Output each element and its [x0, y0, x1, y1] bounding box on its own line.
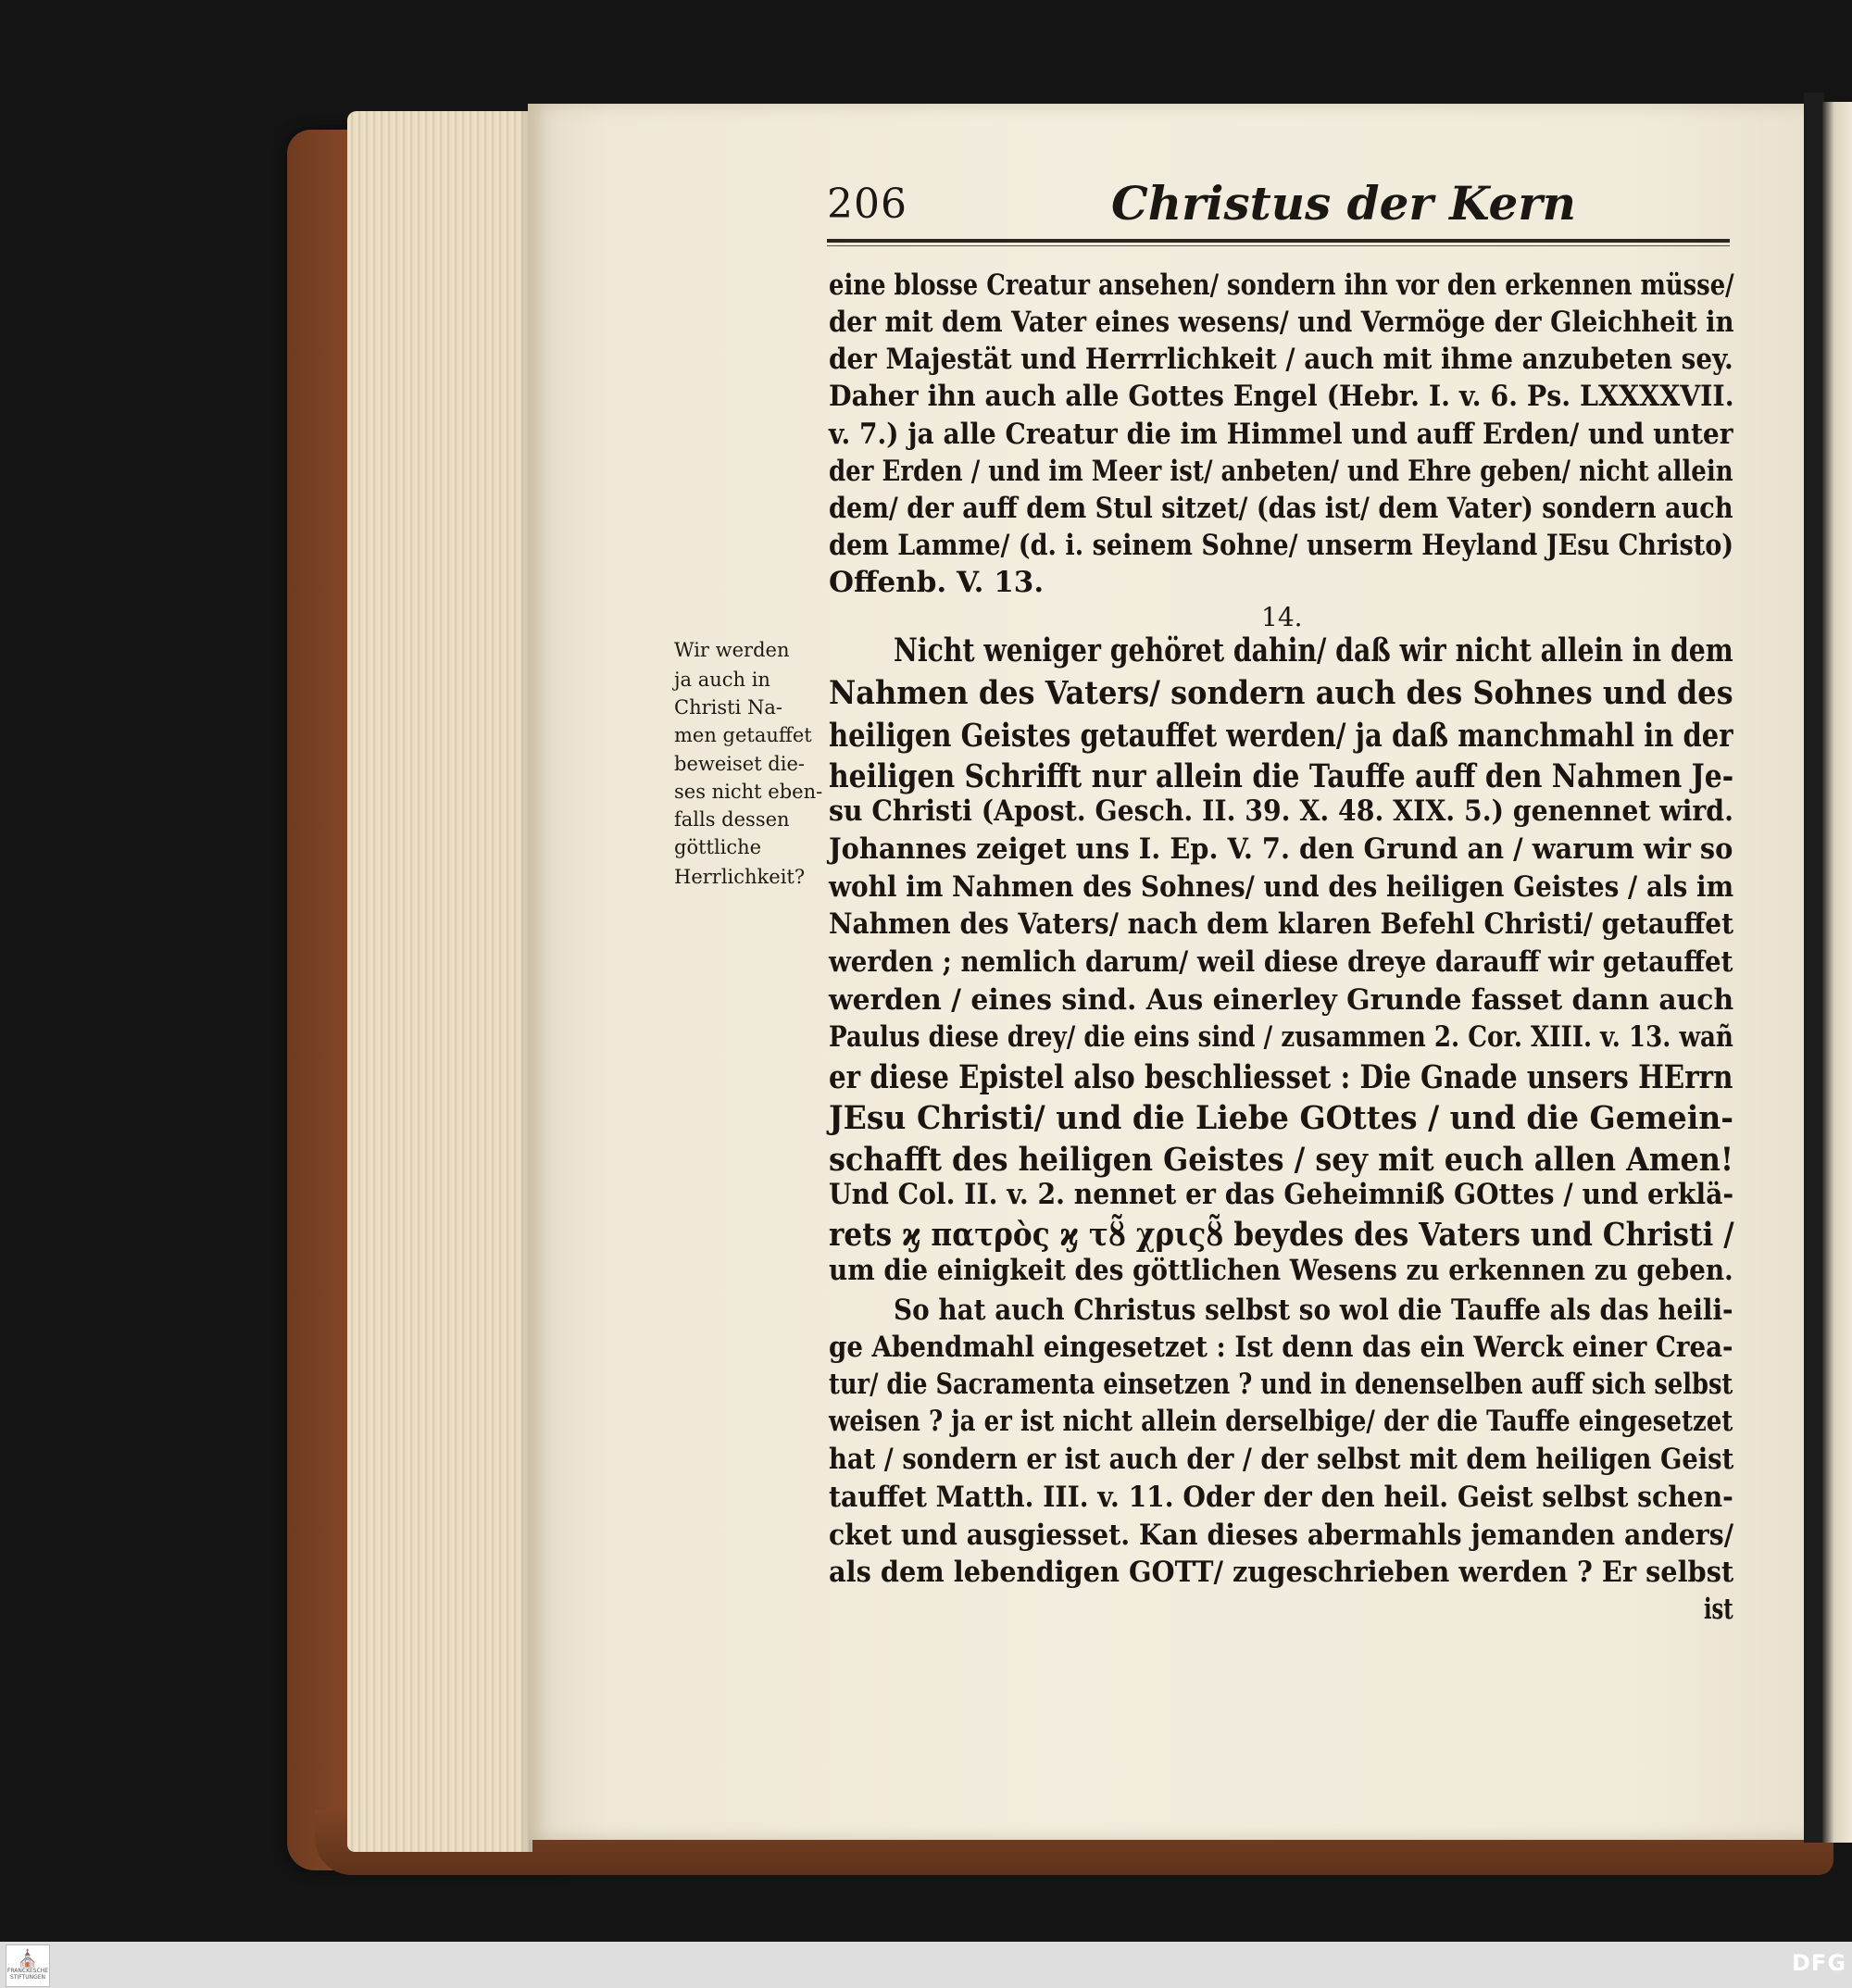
text-line: als dem lebendigen GOTT/ zugeschrieben werden ? Er selbst: [829, 1556, 1734, 1589]
text-line: werden / eines sind. Aus einerley Grunde fasset dann auch: [829, 983, 1734, 1017]
marginal-note-line: Wir werden: [674, 639, 790, 661]
text-line: Offenb. V. 13.: [829, 566, 1045, 599]
text-line: So hat auch Christus selbst so wol die Tauffe als das heili-: [894, 1294, 1733, 1327]
marginal-note-line: göttliche: [674, 836, 762, 858]
text-line: rets ϗ πατρὸς ϗ τȣ̃ χριςȣ̃ beydes des Vaters und Christi /: [829, 1216, 1734, 1254]
marginal-note-line: Christi Na-: [674, 696, 782, 719]
text-line: hat / sondern er ist auch der / der selbst mit dem heiligen Geist: [829, 1443, 1734, 1476]
text-line: weisen ? ja er ist nicht allein derselbige/ der die Tauffe eingesetzet: [829, 1405, 1733, 1438]
text-line: dem/ der auff dem Stul sitzet/ (das ist/ dem Vater) sondern auch: [829, 492, 1733, 525]
text-line: Nahmen des Vaters/ sondern auch des Sohnes und des: [829, 674, 1733, 712]
text-line: Paulus diese drey/ die eins sind / zusammen 2. Cor. XIII. v. 13. wañ: [829, 1020, 1733, 1054]
text-line: Daher ihn auch alle Gottes Engel (Hebr. I. v. 6. Ps. LXXXXVII.: [829, 380, 1734, 413]
crest-icon: ⛪: [17, 1949, 39, 1969]
text-line: um die einigkeit des göttlichen Wesens zu erkennen zu geben.: [829, 1254, 1733, 1287]
text-line: v. 7.) ja alle Creatur die im Himmel und auff Erden/ und unter: [829, 418, 1733, 451]
text-line: heiligen Schrifft nur allein die Tauffe auff den Nahmen Je-: [829, 757, 1734, 795]
text-line: der mit dem Vater eines wesens/ und Vermöge der Gleichheit in: [829, 306, 1734, 339]
facing-page-edge: [1822, 102, 1852, 1843]
text-line: Johannes zeiget uns I. Ep. V. 7. den Grund an / warum wir so: [829, 832, 1733, 866]
logo-text: FRANCKESCHE STIFTUNGEN: [6, 1968, 49, 1981]
text-line: JEsu Christi/ und die Liebe GOttes / und die Gemein-: [829, 1099, 1734, 1137]
text-line: su Christi (Apost. Gesch. II. 39. X. 48. XIX. 5.) genennet wird.: [829, 794, 1733, 828]
page-edges: [347, 111, 532, 1852]
text-line: Nahmen des Vaters/ nach dem klaren Befehl Christi/ getauffet: [829, 907, 1734, 941]
text-line: ge Abendmahl eingesetzet : Ist denn das ein Werck einer Crea-: [829, 1331, 1733, 1364]
running-title: Christus der Kern: [1111, 176, 1577, 231]
marginal-note-line: ses nicht eben-: [674, 781, 823, 803]
marginal-note-line: falls dessen: [674, 808, 790, 831]
text-line: tur/ die Sacramenta einsetzen ? und in denenselben auff sich selbst: [829, 1368, 1733, 1401]
footer-bar: [0, 1942, 1852, 1988]
text-line: ist: [1704, 1593, 1733, 1626]
institution-logo[interactable]: [6, 1944, 50, 1987]
section-number: 14.: [1261, 602, 1303, 632]
marginal-note-line: beweiset die-: [674, 753, 805, 775]
text-line: Nicht weniger gehöret dahin/ daß wir nicht allein in dem: [894, 631, 1733, 669]
text-line: er diese Epistel also beschliesset : Die Gnade unsers HErrn: [829, 1058, 1733, 1096]
gutter-shadow: [1804, 93, 1824, 1843]
text-line: eine blosse Creatur ansehen/ sondern ihn vor den erkennen müsse/: [829, 269, 1734, 302]
text-line: schafft des heiligen Geistes / sey mit euch allen Amen!: [829, 1141, 1733, 1179]
text-line: dem Lamme/ (d. i. seinem Sohne/ unserm Heyland JEsu Christo): [829, 529, 1734, 562]
text-line: cket und ausgiesset. Kan dieses abermahls jemanden anders/: [829, 1519, 1734, 1552]
text-line: werden ; nemlich darum/ weil diese dreye darauff wir getauffet: [829, 945, 1733, 979]
text-line: der Majestät und Herrrlichkeit / auch mit ihme anzubeten sey.: [829, 343, 1733, 376]
text-line: tauffet Matth. III. v. 11. Oder der den heil. Geist selbst schen-: [829, 1481, 1733, 1514]
marginal-note-line: Herrlichkeit?: [674, 866, 806, 888]
header-rule: [827, 239, 1730, 243]
text-line: heiligen Geistes getauffet werden/ ja daß manchmahl in der: [829, 717, 1733, 755]
marginal-note-line: ja auch in: [674, 669, 770, 691]
text-line: Und Col. II. v. 2. nennet er das Geheimniß GOttes / und erklä-: [829, 1178, 1734, 1211]
page-number: 206: [827, 181, 907, 228]
text-line: wohl im Nahmen des Sohnes/ und des heiligen Geistes / als im: [829, 870, 1734, 904]
text-line: der Erden / und im Meer ist/ anbeten/ und Ehre geben/ nicht allein: [829, 455, 1733, 488]
dfg-logo: DFG: [1792, 1950, 1847, 1976]
marginal-note-line: men getauffet: [674, 724, 812, 746]
header-rule-thin: [827, 245, 1730, 246]
